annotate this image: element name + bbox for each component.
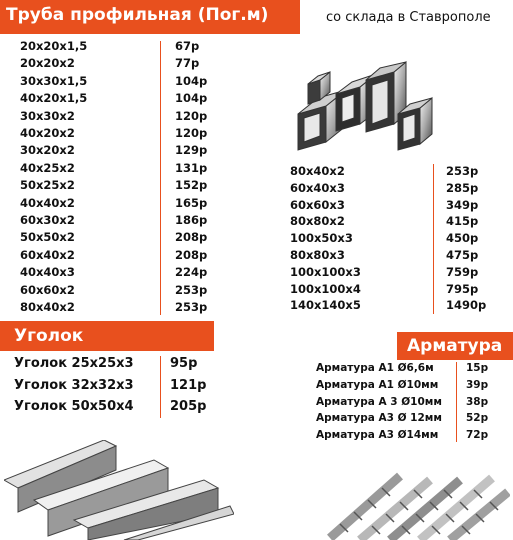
item-size: 50х50х2 [20, 230, 75, 245]
rebar-image [320, 470, 510, 540]
item-price: 129р [175, 143, 208, 158]
item-price: 253р [175, 282, 208, 297]
item-price: 224р [175, 265, 208, 280]
pipe-price-list-left [20, 39, 220, 319]
item-price: 253р [175, 300, 208, 314]
item-price: 208р [175, 247, 208, 262]
profile-pipe-banner [0, 0, 300, 34]
item-price: 38р [466, 395, 489, 408]
profile-pipes-image [290, 54, 440, 154]
item-size: 100х100х4 [290, 281, 361, 296]
price-divider [160, 41, 161, 315]
item-size: 80х80х3 [290, 248, 345, 262]
item-price: 152р [175, 178, 208, 193]
item-size: 40х20х1,5 [20, 91, 88, 106]
item-size: Арматура А1 Ø6,6м [316, 362, 434, 374]
warehouse-subtitle: со склада в Ставрополе [326, 10, 491, 25]
price-divider [433, 164, 434, 314]
item-price: 450р [446, 231, 479, 246]
item-price: 77р [175, 56, 200, 71]
item-size: 30х30х2 [20, 108, 75, 123]
item-price: 67р [175, 39, 200, 53]
item-price: 208р [175, 230, 208, 245]
item-price: 15р [466, 362, 489, 374]
item-price: 253р [446, 164, 479, 178]
item-size: 40х40х3 [20, 265, 75, 280]
price-divider [456, 362, 457, 442]
item-size: 80х40х2 [20, 300, 75, 314]
item-size: 50х25х2 [20, 178, 75, 193]
item-size: 30х20х2 [20, 143, 75, 158]
item-price: 186р [175, 213, 208, 227]
item-size: 60х30х2 [20, 213, 75, 227]
item-size: 80х40х2 [290, 164, 345, 178]
item-price: 104р [175, 91, 208, 106]
angle-steel-image [4, 440, 234, 540]
rebar-banner [397, 332, 513, 360]
item-size: Уголок 25х25х3 [14, 356, 134, 371]
item-size: 20х20х1,5 [20, 39, 88, 53]
item-size: 140х140х5 [290, 298, 361, 313]
item-size: Уголок 50х50х4 [14, 399, 134, 414]
item-price: 121р [170, 377, 207, 393]
item-price: 795р [446, 281, 479, 296]
item-size: 30х30х1,5 [20, 73, 88, 88]
item-size: 100х100х3 [290, 264, 361, 279]
item-price: 39р [466, 378, 489, 391]
item-size: 60х40х2 [20, 247, 75, 262]
item-price: 120р [175, 126, 208, 140]
angle-price-list [14, 356, 224, 420]
item-size: 60х40х3 [290, 180, 345, 195]
item-price: 1490р [446, 298, 487, 313]
item-size: 40х40х2 [20, 195, 75, 210]
item-size: Арматура А3 Ø 12мм [316, 412, 442, 425]
page-title: Труба профильная (Пог.м) [6, 5, 269, 25]
item-price: 415р [446, 214, 479, 229]
item-size: 60х60х2 [20, 282, 75, 297]
item-price: 759р [446, 264, 479, 279]
item-size: 80х80х2 [290, 214, 345, 229]
rebar-title: Арматура [407, 336, 503, 356]
item-price: 72р [466, 429, 489, 442]
item-size: 100х50х3 [290, 231, 353, 246]
item-size: Арматура А 3 Ø10мм [316, 395, 442, 408]
pipe-price-list-right [290, 164, 500, 316]
item-price: 120р [175, 108, 208, 123]
rebar-price-list [316, 362, 513, 442]
item-size: Арматура А1 Ø10мм [316, 378, 439, 391]
item-price: 95р [170, 356, 198, 371]
item-price: 475р [446, 248, 479, 262]
item-size: 40х25х2 [20, 160, 75, 175]
item-size: Уголок 32х32х3 [14, 377, 134, 393]
item-size: 40х20х2 [20, 126, 75, 140]
item-price: 205р [170, 399, 207, 414]
item-price: 52р [466, 412, 489, 425]
item-price: 285р [446, 180, 479, 195]
item-size: 20х20х2 [20, 56, 75, 71]
item-price: 349р [446, 197, 479, 212]
angle-banner [0, 321, 214, 351]
item-price: 131р [175, 160, 208, 175]
item-size: 60х60х3 [290, 197, 345, 212]
item-size: Арматура А3 Ø14мм [316, 429, 439, 442]
angle-title: Уголок [14, 326, 84, 346]
item-price: 165р [175, 195, 208, 210]
item-price: 104р [175, 73, 208, 88]
price-divider [160, 356, 161, 418]
